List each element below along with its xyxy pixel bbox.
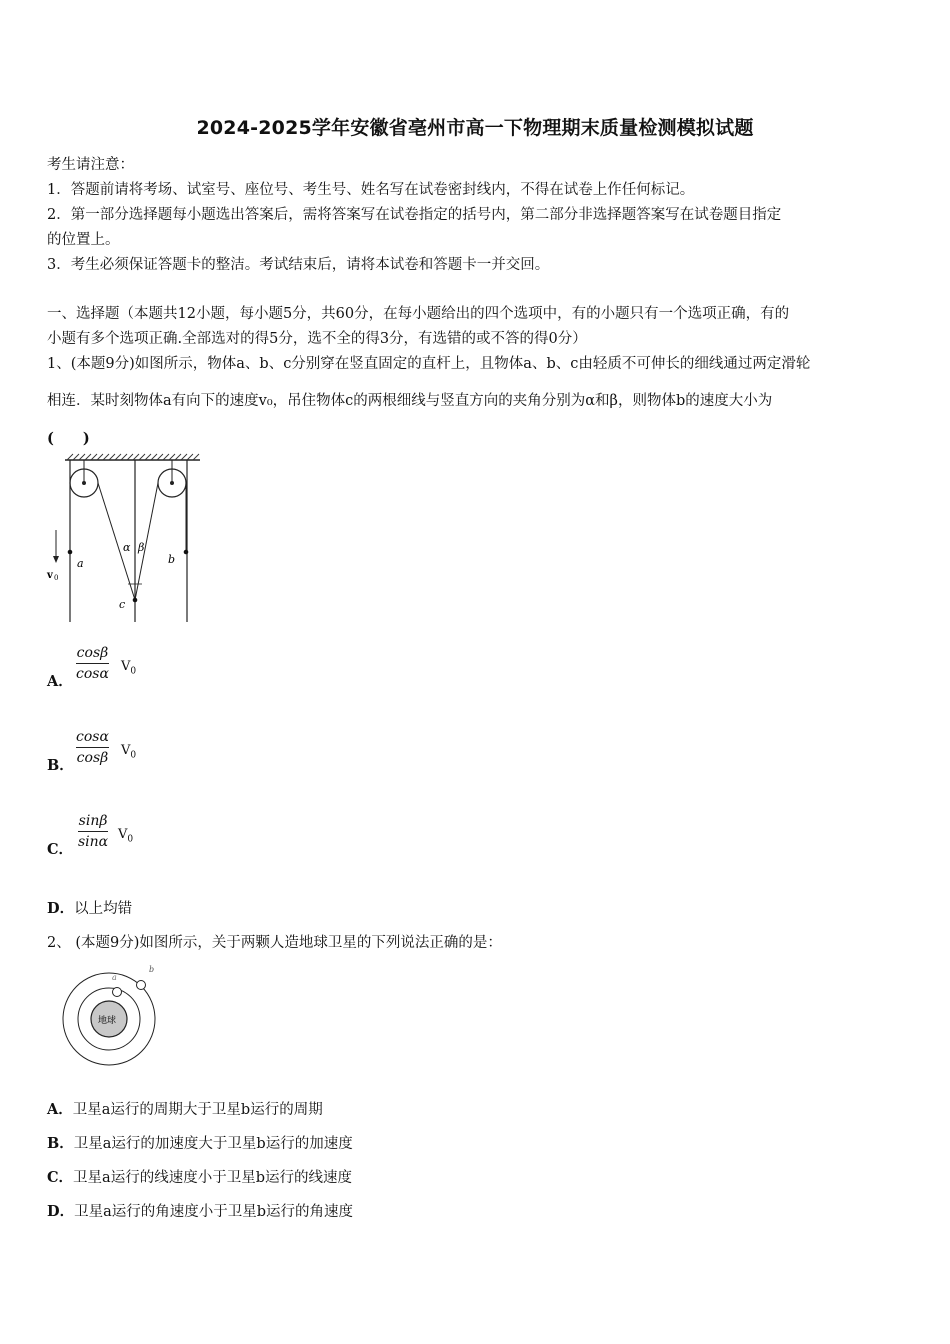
fraction-numerator: cosα bbox=[76, 729, 109, 745]
q1-option-c-v0 bbox=[118, 827, 133, 845]
q1-stem-2: 相连．某时刻物体a有向下的速度v₀，吊住物体c的两根细线与竖直方向的夹角分别为α和β，则物体b的速度大小为 bbox=[47, 393, 773, 409]
q1-option-b-v0 bbox=[121, 743, 136, 761]
notice-item-3: 3．考生必须保证答题卡的整洁。考试结束后，请将本试卷和答题卡一并交回。 bbox=[47, 257, 550, 273]
notice-item-1: 1．答题前请将考场、试室号、座位号、考生号、姓名写在试卷密封线内，不得在试卷上作任何标记。 bbox=[47, 182, 695, 198]
fraction-numerator: sinβ bbox=[78, 813, 108, 829]
q1-option-a-letter: A． bbox=[47, 673, 73, 690]
fraction-denominator: sinα bbox=[78, 834, 109, 850]
notice-item-2-cont: 的位置上。 bbox=[47, 232, 120, 248]
q2-option-b-letter: B． bbox=[47, 1135, 74, 1152]
fraction-denominator: cosβ bbox=[76, 750, 109, 766]
q2-option-c-letter: C． bbox=[47, 1169, 74, 1186]
fraction-denominator: cosα bbox=[76, 666, 109, 682]
label-alpha: α bbox=[123, 541, 131, 554]
q1-option-b-letter: B． bbox=[47, 757, 74, 774]
q2-option-a-text: 卫星a运行的周期大于卫星b运行的周期 bbox=[72, 1102, 323, 1118]
q1-pulley-figure bbox=[40, 452, 210, 630]
earth-label: 地球 bbox=[98, 1016, 117, 1026]
q2-option-a bbox=[47, 1098, 323, 1119]
q2-option-d bbox=[47, 1200, 353, 1221]
fraction-numerator: cosβ bbox=[76, 645, 109, 661]
v-subscript: 0 bbox=[130, 666, 137, 677]
q2-orbit-figure bbox=[58, 962, 168, 1066]
q2-option-c bbox=[47, 1166, 352, 1187]
q1-option-a-v0 bbox=[121, 659, 136, 677]
label-a: a bbox=[77, 557, 84, 570]
q2-option-b bbox=[47, 1132, 353, 1153]
q1-answer-blank: ( ) bbox=[47, 430, 90, 447]
v-subscript: 0 bbox=[130, 750, 137, 761]
q2-option-c-text: 卫星a运行的线速度小于卫星b运行的线速度 bbox=[73, 1170, 352, 1186]
v-symbol: V bbox=[121, 743, 131, 758]
q1-option-c-letter: C． bbox=[47, 841, 74, 858]
page-title: 2024-2025学年安徽省亳州市高一下物理期末质量检测模拟试题 bbox=[196, 117, 754, 139]
notice-item-2: 2．第一部分选择题每小题选出答案后，需将答案写在试卷指定的括号内，第二部分非选择题答案写在试卷题目指定 bbox=[47, 207, 782, 223]
q1-option-c-fraction bbox=[78, 813, 108, 850]
q2-option-d-letter: D． bbox=[47, 1203, 75, 1220]
q1-option-a-fraction bbox=[76, 645, 109, 682]
v-subscript: 0 bbox=[127, 834, 134, 845]
section-instructions-1: 一、选择题（本题共12小题，每小题5分，共60分，在每小题给出的四个选项中，有的小题只有一个选项正确，有的 bbox=[47, 306, 790, 322]
label-b: b bbox=[149, 965, 155, 974]
q2-stem: 2、 (本题9分)如图所示，关于两颗人造地球卫星的下列说法正确的是： bbox=[47, 935, 502, 951]
q2-option-a-letter: A． bbox=[47, 1101, 73, 1118]
v-symbol: V bbox=[121, 659, 131, 674]
v-symbol: V bbox=[118, 827, 128, 842]
label-c: c bbox=[119, 598, 126, 611]
q1-option-d bbox=[47, 897, 132, 918]
q1-option-b-fraction bbox=[76, 729, 109, 766]
q1-stem-1: 1、(本题9分)如图所示，物体a、b、c分别穿在竖直固定的直杆上，且物体a、b、c由轻质不可伸长的细线通过两定滑轮 bbox=[47, 356, 811, 372]
section-instructions-2: 小题有多个选项正确.全部选对的得5分，选不全的得3分，有选错的或不答的得0分） bbox=[47, 331, 587, 347]
label-v0: v bbox=[47, 570, 53, 581]
q2-option-d-text: 卫星a运行的角速度小于卫星b运行的角速度 bbox=[74, 1204, 354, 1220]
label-v0-sub: 0 bbox=[54, 574, 59, 582]
q1-option-d-letter: D． bbox=[47, 900, 75, 917]
label-beta: β bbox=[138, 541, 145, 554]
q2-option-b-text: 卫星a运行的加速度大于卫星b运行的加速度 bbox=[73, 1136, 353, 1152]
notice-heading: 考生请注意： bbox=[47, 157, 134, 173]
label-a: a bbox=[112, 973, 117, 982]
label-b: b bbox=[168, 553, 176, 566]
q1-option-d-text: 以上均错 bbox=[74, 901, 133, 917]
